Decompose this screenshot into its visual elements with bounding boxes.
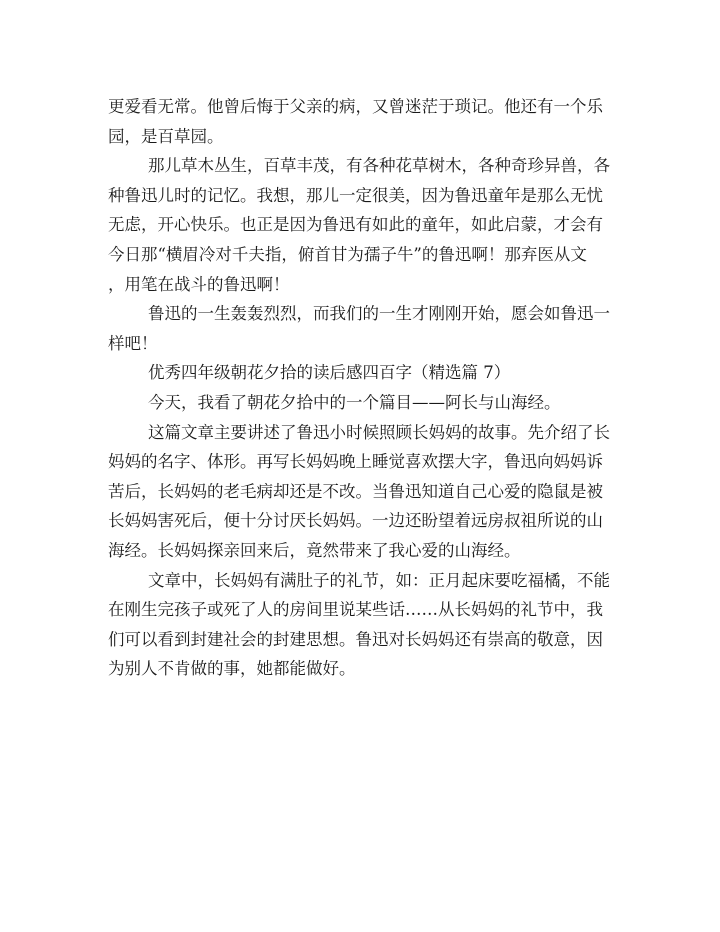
document-body bbox=[108, 92, 618, 684]
text-line: 那儿草木丛生，百草丰茂，有各种花草树木，各种奇珍异兽，各 bbox=[148, 156, 610, 176]
paragraph bbox=[108, 358, 618, 388]
text-line: 海经。长妈妈探亲回来后，竟然带来了我心爱的山海经。 bbox=[108, 540, 521, 560]
text-line: 样吧！ bbox=[108, 333, 158, 353]
text-line: 园，是百草园。 bbox=[108, 126, 224, 146]
text-line: 更爱看无常。他曾后悔于父亲的病，又曾迷茫于琐记。他还有一个乐 bbox=[108, 97, 603, 116]
paragraph bbox=[108, 299, 618, 358]
text-line: 优秀四年级朝花夕拾的读后感四百字（精选篇 7） bbox=[148, 363, 511, 383]
text-line: 今天，我看了朝花夕拾中的一个篇目——阿长与山海经。 bbox=[148, 392, 561, 412]
text-line: 苦后，长妈妈的老毛病却还是不改。当鲁迅知道自己心爱的隐鼠是被 bbox=[108, 481, 603, 501]
text-line: 鲁迅的一生轰轰烈烈，而我们的一生才刚刚开始，愿会如鲁迅一 bbox=[148, 304, 610, 324]
paragraph bbox=[108, 566, 618, 684]
paragraph bbox=[108, 388, 618, 418]
text-line: 长妈妈害死后，便十分讨厌长妈妈。一边还盼望着远房叔祖所说的山 bbox=[108, 511, 603, 531]
paragraph bbox=[108, 92, 618, 151]
text-line: 无虑，开心快乐。也正是因为鲁迅有如此的童年，如此启蒙，才会有 bbox=[108, 215, 603, 235]
text-line: 们可以看到封建社会的封建思想。鲁迅对长妈妈还有崇高的敬意，因 bbox=[108, 629, 603, 649]
text-line: 为别人不肯做的事，她都能做好。 bbox=[108, 659, 356, 679]
text-line: 这篇文章主要讲述了鲁迅小时候照顾长妈妈的故事。先介绍了长 bbox=[148, 422, 610, 442]
text-line: 妈妈的名字、体形。再写长妈妈晚上睡觉喜欢摆大字，鲁迅向妈妈诉 bbox=[108, 452, 603, 472]
text-line: 今日那“横眉冷对千夫指，俯首甘为孺子牛”的鲁迅啊！那弃医从文 bbox=[108, 244, 587, 264]
paragraph bbox=[108, 151, 618, 299]
text-line: ，用笔在战斗的鲁迅啊！ bbox=[108, 274, 290, 294]
text-line: 文章中，长妈妈有满肚子的礼节，如：正月起床要吃福橘，不能 bbox=[148, 570, 610, 590]
text-line: 在刚生完孩子或死了人的房间里说某些话……从长妈妈的礼节中，我 bbox=[108, 600, 603, 620]
text-line: 种鲁迅儿时的记忆。我想，那儿一定很美，因为鲁迅童年是那么无忧 bbox=[108, 185, 603, 205]
paragraph bbox=[108, 418, 618, 566]
